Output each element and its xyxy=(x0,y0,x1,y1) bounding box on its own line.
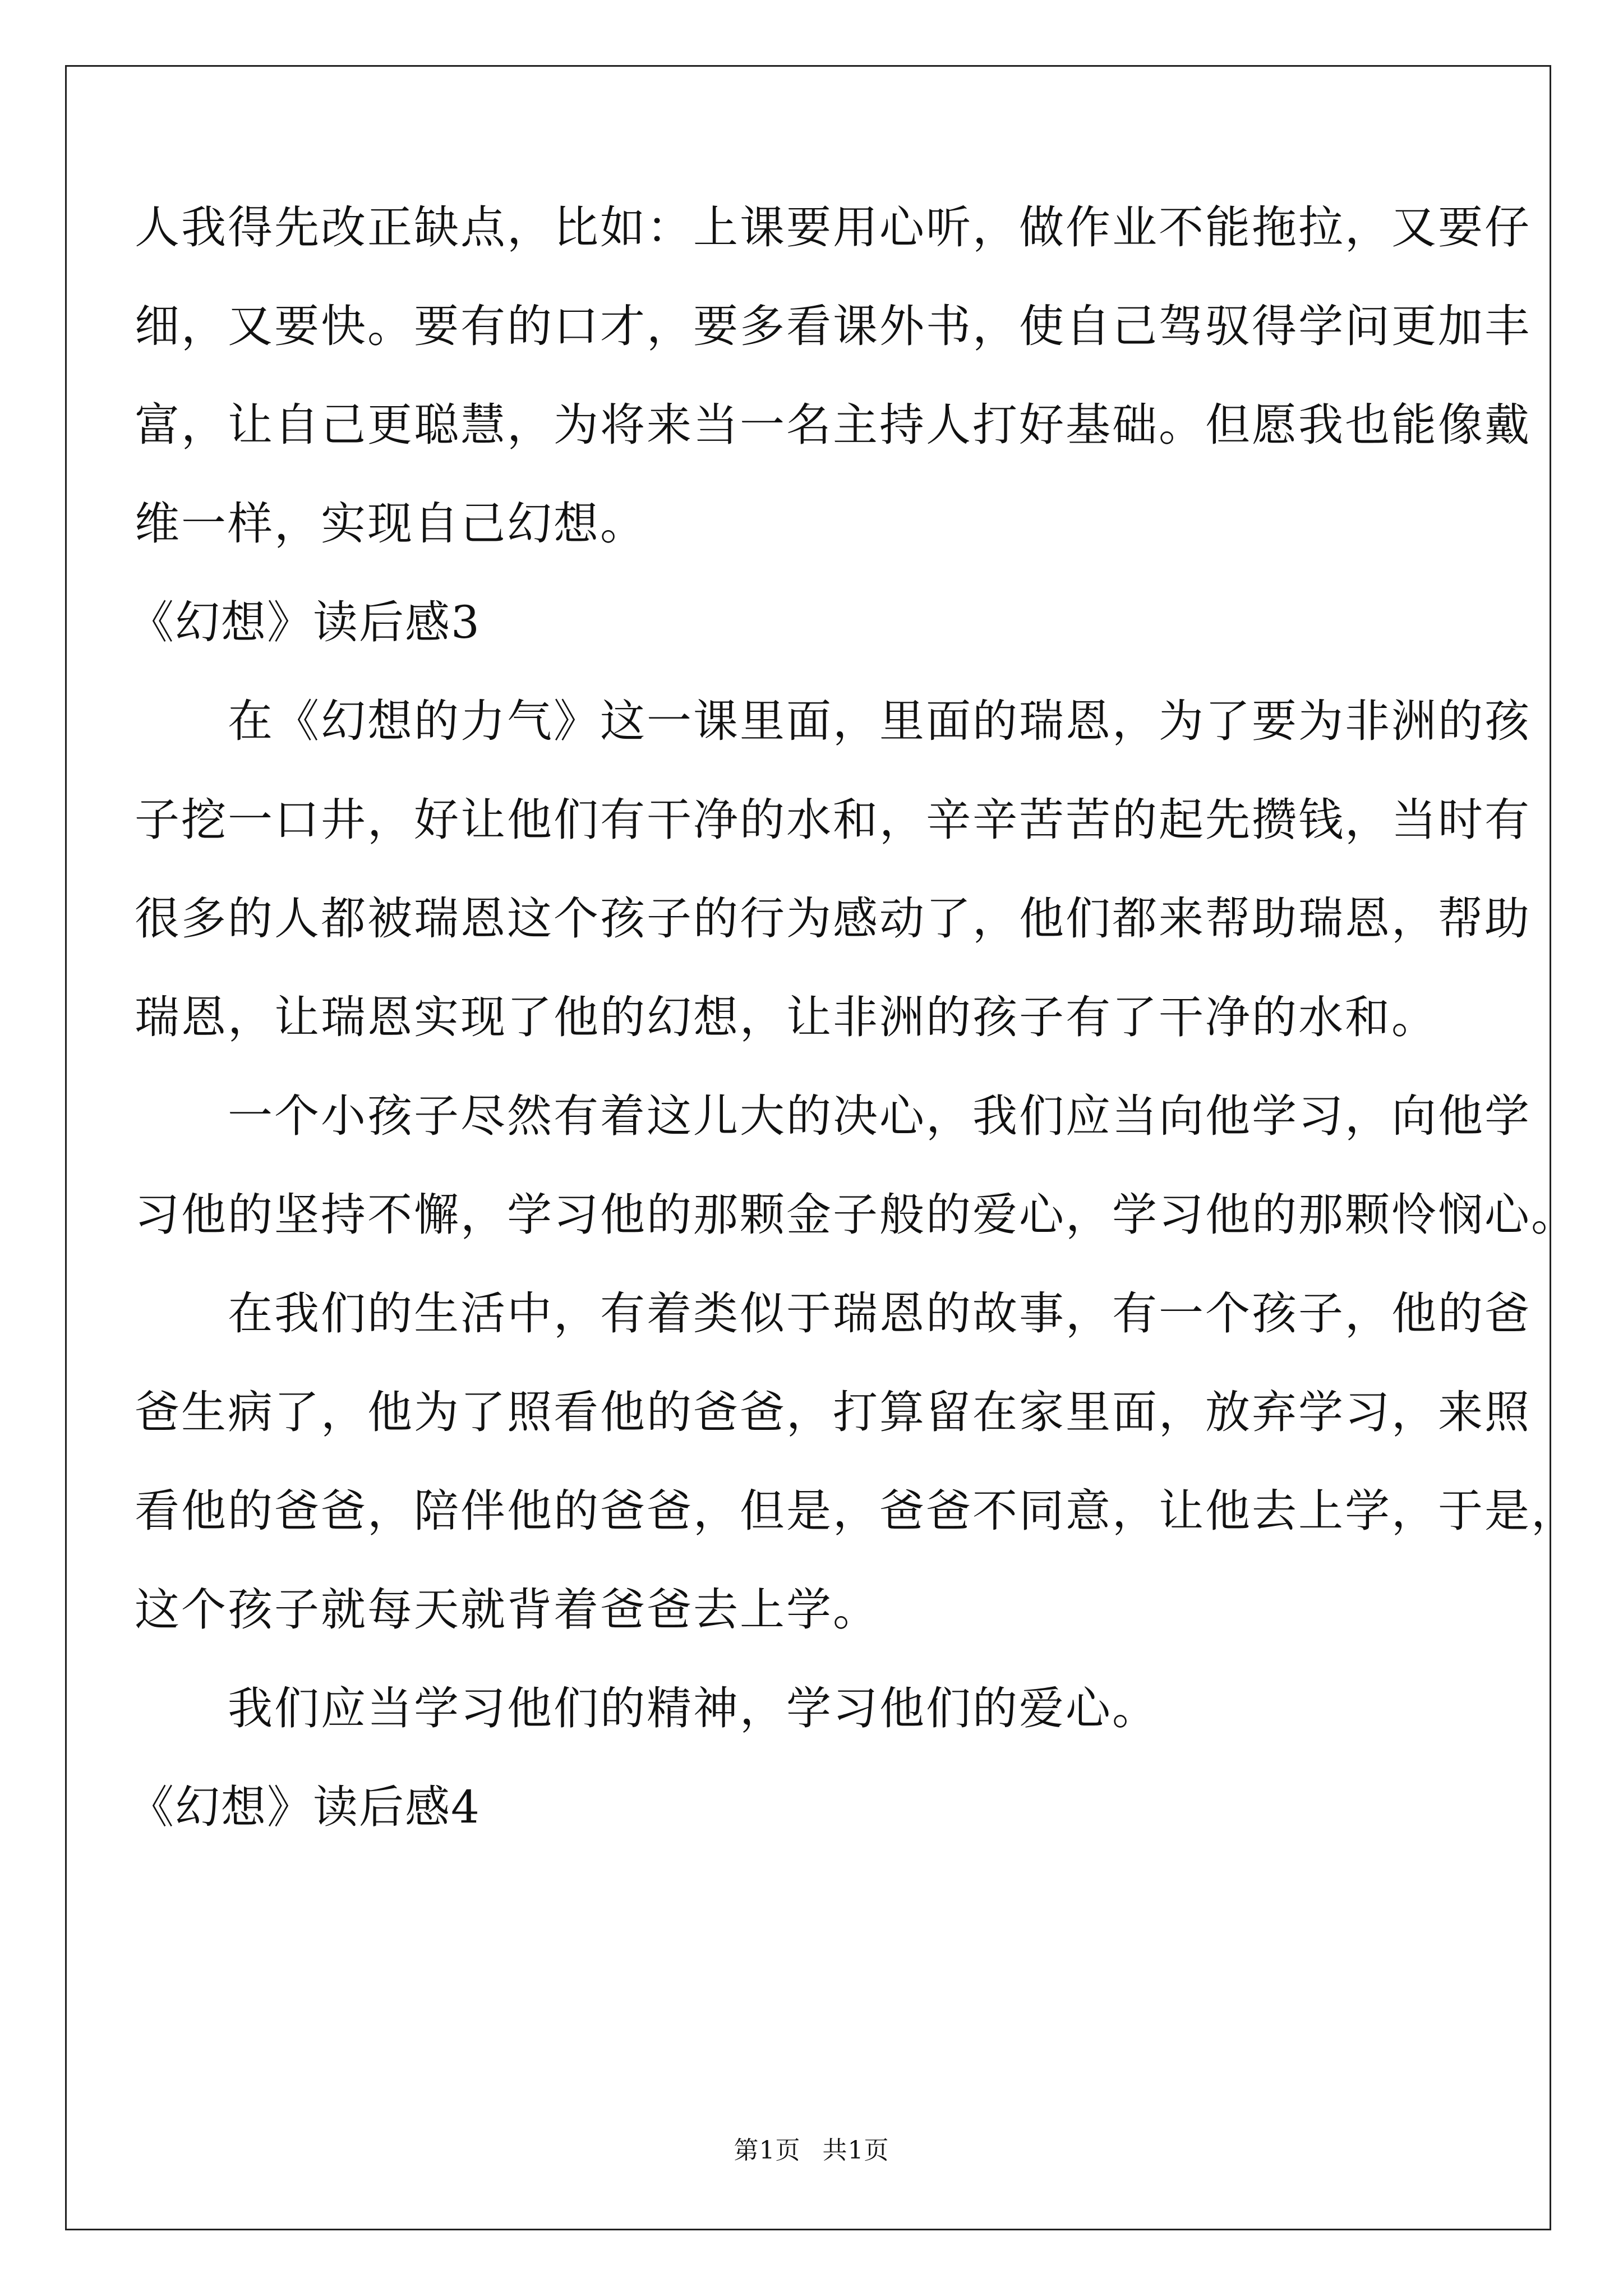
text-line: 一个小孩子尽然有着这儿大的决心，我们应当向他学习，向他学 xyxy=(135,1090,1531,1142)
text-line: 很多的人都被瑞恩这个孩子的行为感动了，他们都来帮助瑞恩，帮助 xyxy=(135,892,1531,945)
section-heading: 《幻想》读后感4 xyxy=(129,1781,481,1833)
text-line: 细，又要快。要有的口才，要多看课外书，使自己驾驭得学问更加丰 xyxy=(135,300,1531,352)
section-heading: 《幻想》读后感3 xyxy=(129,596,481,648)
text-line: 这个孩子就每天就背着爸爸去上学。 xyxy=(135,1584,879,1636)
text-line: 爸生病了，他为了照看他的爸爸，打算留在家里面，放弃学习，来照 xyxy=(135,1386,1531,1438)
text-line: 我们应当学习他们的精神，学习他们的爱心。 xyxy=(135,1682,1159,1734)
text-line: 瑞恩，让瑞恩实现了他的幻想，让非洲的孩子有了干净的水和。 xyxy=(135,991,1438,1043)
text-line: 人我得先改正缺点，比如：上课要用心听，做作业不能拖拉，又要仔 xyxy=(135,201,1531,254)
text-line: 在《幻想的力气》这一课里面，里面的瑞恩，为了要为非洲的孩 xyxy=(135,695,1531,747)
text-line: 看他的爸爸，陪伴他的爸爸，但是，爸爸不同意，让他去上学，于是， xyxy=(135,1485,1578,1537)
page-total: 共1页 xyxy=(822,2136,889,2165)
text-line: 习他的坚持不懈，学习他的那颗金子般的爱心，学习他的那颗怜悯心。 xyxy=(135,1189,1578,1241)
text-line: 富，让自己更聪慧，为将来当一名主持人打好基础。但愿我也能像戴 xyxy=(135,399,1531,451)
text-line: 子挖一口井，好让他们有干净的水和，辛辛苦苦的起先攒钱，当时有 xyxy=(135,794,1531,846)
text-line: 在我们的生活中，有着类似于瑞恩的故事，有一个孩子，他的爸 xyxy=(135,1287,1531,1340)
page-number: 第1页 xyxy=(734,2136,801,2165)
text-line: 维一样，实现自己幻想。 xyxy=(135,498,647,550)
page-border xyxy=(65,65,1551,2230)
page-footer xyxy=(0,2136,1623,2165)
